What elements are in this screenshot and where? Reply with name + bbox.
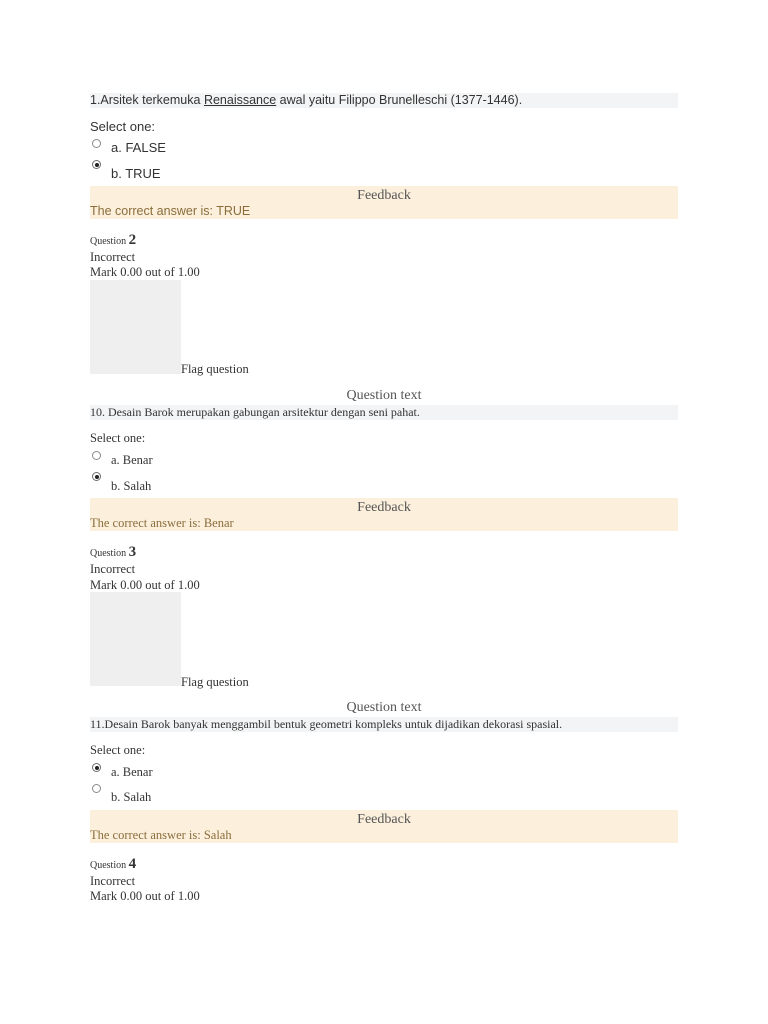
select-one-label: Select one:	[90, 743, 146, 757]
radio-q1-option-b[interactable]	[92, 160, 101, 169]
feedback-title: Feedback	[357, 812, 411, 827]
correct-answer-text: The correct answer is: Salah	[90, 828, 232, 842]
question-3-text: 11.Desain Barok banyak menggambil bentuk geometri kompleks untuk dijadikan dekorasi spasial.	[90, 717, 678, 732]
radio-q1-option-a[interactable]	[92, 139, 101, 148]
flag-icon-placeholder	[90, 592, 181, 686]
question-1-text	[90, 93, 678, 108]
question-mark: Mark 0.00 out of 1.00	[90, 265, 200, 279]
question-number-value: 3	[128, 544, 137, 560]
question-status: Incorrect	[90, 562, 136, 576]
select-one-label: Select one:	[90, 119, 156, 134]
q1-option-b-label[interactable]: b. TRUE	[111, 166, 161, 181]
feedback-box-q1	[90, 186, 678, 219]
question-number-value: 4	[128, 856, 137, 872]
question-status: Incorrect	[90, 874, 136, 888]
feedback-box-q2	[90, 498, 678, 531]
question-label: Question	[90, 860, 127, 871]
flag-question-link[interactable]: Flag question	[181, 675, 249, 689]
correct-answer-text: The correct answer is: Benar	[90, 516, 234, 530]
question-2-text: 10. Desain Barok merupakan gabungan arsitektur dengan seni pahat.	[90, 405, 678, 420]
question-number	[90, 544, 136, 561]
flag-icon-placeholder	[90, 280, 181, 374]
question-mark: Mark 0.00 out of 1.00	[90, 578, 200, 592]
question-status: Incorrect	[90, 250, 136, 264]
radio-q3-option-a[interactable]	[92, 763, 101, 772]
question-label: Question	[90, 548, 127, 559]
question-number	[90, 856, 136, 873]
correct-answer-text: The correct answer is: TRUE	[90, 204, 251, 218]
feedback-box-q3	[90, 810, 678, 843]
q2-option-a-label[interactable]: a. Benar	[111, 453, 153, 467]
feedback-title: Feedback	[357, 188, 411, 203]
question-1-text-prefix: 1.Arsitek terkemuka	[90, 93, 204, 107]
question-number-value: 2	[128, 232, 137, 248]
question-1-text-suffix: awal yaitu Filippo Brunelleschi (1377-1446).	[276, 93, 523, 107]
flag-question-link[interactable]: Flag question	[181, 362, 249, 376]
q3-option-a-label[interactable]: a. Benar	[111, 765, 153, 779]
renaissance-link[interactable]: Renaissance	[203, 93, 277, 107]
q1-option-a-label[interactable]: a. FALSE	[111, 140, 166, 155]
question-label: Question	[90, 236, 127, 247]
question-mark: Mark 0.00 out of 1.00	[90, 889, 200, 903]
radio-q2-option-b[interactable]	[92, 472, 101, 481]
radio-q2-option-a[interactable]	[92, 451, 101, 460]
q2-option-b-label[interactable]: b. Salah	[111, 479, 152, 493]
radio-q3-option-b[interactable]	[92, 784, 101, 793]
question-text-title: Question text	[346, 388, 422, 403]
question-number	[90, 232, 136, 249]
q3-option-b-label[interactable]: b. Salah	[111, 790, 152, 804]
question-text-title: Question text	[346, 700, 422, 715]
select-one-label: Select one:	[90, 431, 146, 445]
feedback-title: Feedback	[357, 500, 411, 515]
